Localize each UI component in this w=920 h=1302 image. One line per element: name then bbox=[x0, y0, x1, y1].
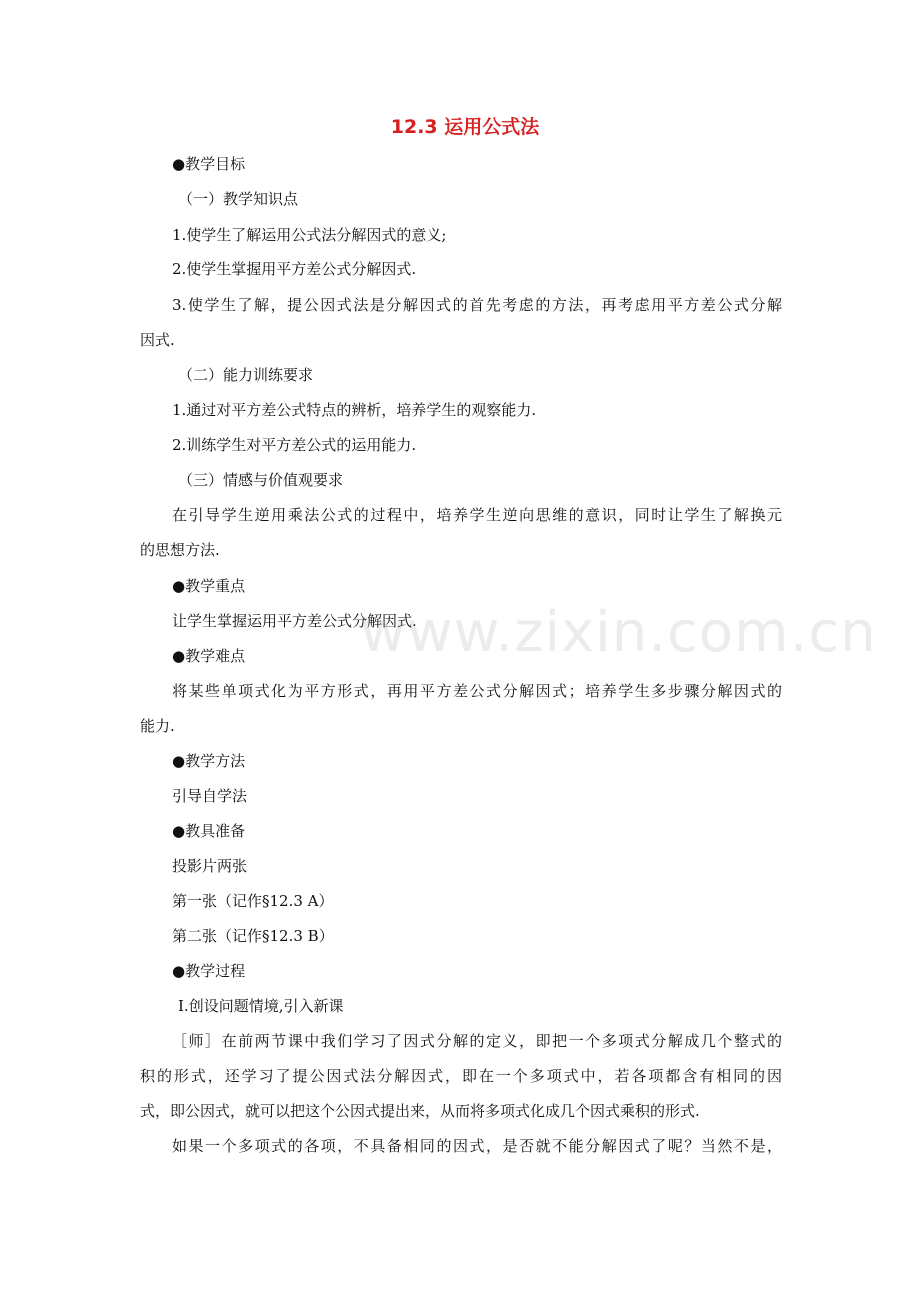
paragraph-continuation: 能力. bbox=[140, 717, 175, 735]
paragraph: ［师］在前两节课中我们学习了因式分解的定义，即把一个多项式分解成几个整式的 bbox=[172, 1032, 782, 1050]
section-heading-objectives: ●教学目标 bbox=[172, 155, 246, 173]
paragraph-continuation: 式，即公因式，就可以把这个公因式提出来，从而将多项式化成几个因式乘积的形式. bbox=[140, 1102, 700, 1120]
paragraph: 如果一个多项式的各项，不具备相同的因式，是否就不能分解因式了呢？当然不是， bbox=[172, 1137, 782, 1155]
section-heading-key-points: ●教学重点 bbox=[172, 577, 246, 595]
list-item: 1.通过对平方差公式特点的辨析，培养学生的观察能力. bbox=[172, 401, 537, 419]
paragraph: 投影片两张 bbox=[172, 857, 248, 875]
paragraph-continuation: 积的形式，还学习了提公因式法分解因式，即在一个多项式中，若各项都含有相同的因 bbox=[140, 1067, 782, 1085]
subsection-knowledge-points: （一）教学知识点 bbox=[178, 190, 299, 208]
section-heading-methods: ●教学方法 bbox=[172, 752, 246, 770]
paragraph: 第一张（记作§12.3 A） bbox=[172, 892, 334, 910]
list-item: 1.使学生了解运用公式法分解因式的意义; bbox=[172, 226, 447, 244]
watermark: www.zixin.com.cn bbox=[360, 600, 877, 665]
paragraph: 在引导学生逆用乘法公式的过程中，培养学生逆向思维的意识，同时让学生了解换元 bbox=[172, 506, 782, 524]
subsection-introduction: Ⅰ.创设问题情境,引入新课 bbox=[178, 997, 344, 1015]
page-title: 12.3 运用公式法 bbox=[390, 116, 540, 138]
paragraph: 第二张（记作§12.3 B） bbox=[172, 927, 334, 945]
subsection-emotion-values: （三）情感与价值观要求 bbox=[178, 471, 344, 489]
paragraph: 引导自学法 bbox=[172, 787, 248, 805]
paragraph: 让学生掌握运用平方差公式分解因式. bbox=[172, 612, 417, 630]
list-item-continuation: 因式. bbox=[140, 331, 175, 349]
section-heading-process: ●教学过程 bbox=[172, 962, 246, 980]
list-item: 3.使学生了解，提公因式法是分解因式的首先考虑的方法，再考虑用平方差公式分解 bbox=[172, 296, 782, 314]
list-item: 2.使学生掌握用平方差公式分解因式. bbox=[172, 260, 417, 278]
paragraph: 将某些单项式化为平方形式，再用平方差公式分解因式；培养学生多步骤分解因式的 bbox=[172, 682, 782, 700]
subsection-ability-requirements: （二）能力训练要求 bbox=[178, 366, 314, 384]
section-heading-teaching-aids: ●教具准备 bbox=[172, 822, 246, 840]
section-heading-difficulties: ●教学难点 bbox=[172, 647, 246, 665]
paragraph-continuation: 的思想方法. bbox=[140, 541, 220, 559]
list-item: 2.训练学生对平方差公式的运用能力. bbox=[172, 436, 417, 454]
